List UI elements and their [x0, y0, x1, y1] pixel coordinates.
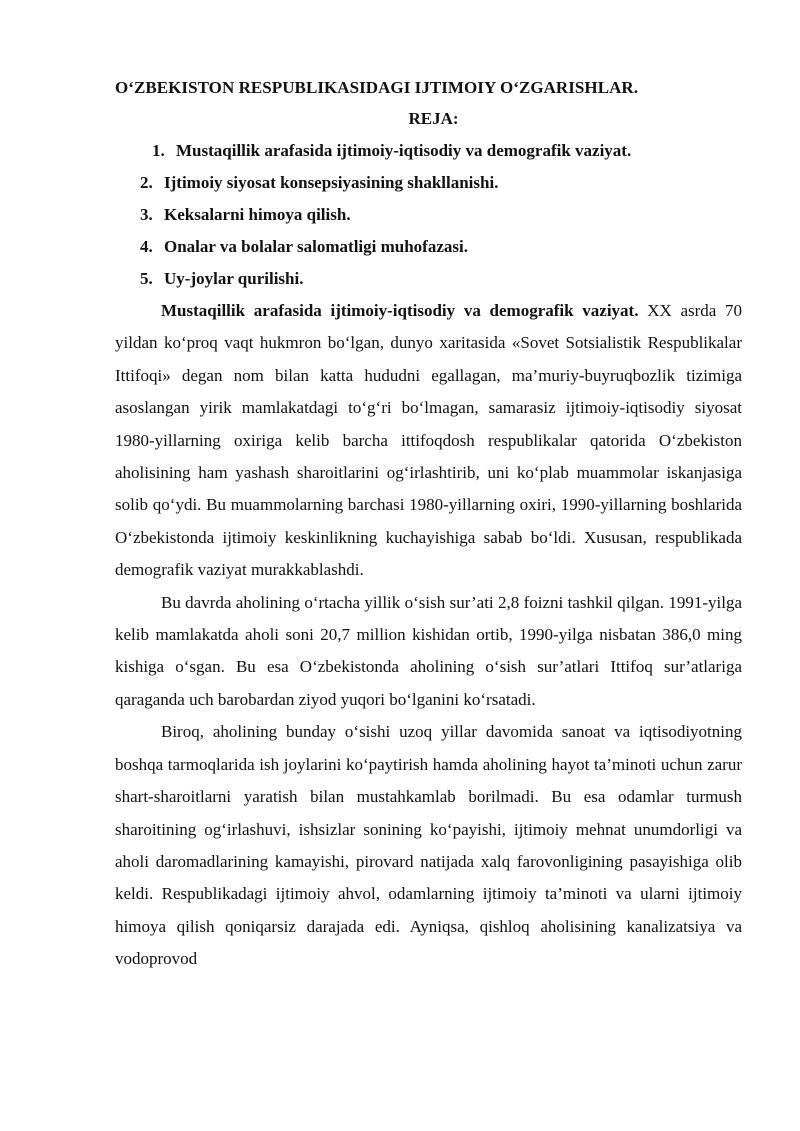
body-paragraph: Biroq, aholining bunday o‘sishi uzoq yillar davomida sanoat va iqtisodiyotning boshqa tarmoqlarida ish joylarini ko‘paytirish hamda aholining hayot ta’minoti uchun zarur shart-sharoitlarni yaratish bilan mustahkamlab borilmadi. Bu esa odamlar turmush sharoitining og‘irlashuvi, ishsizlar sonining ko‘payishi, ijtimoiy mehnat unumdorligi va aholi daromadlarining kamayishi, pirovard natijada xalq farovonligining pasayishiga olib keldi. Respublikadagi ijtimoiy ahvol, odamlarning ijtimoiy ta’minoti va ularni ijtimoiy himoya qilish qoniqarsiz darajada edi. Ayniqsa, qishloq aholisining kanalizatsiya va vodoprovod	[115, 722, 742, 969]
plan-item	[115, 231, 742, 263]
plan-item-text: Mustaqillik arafasida ijtimoiy-iqtisodiy va demografik vaziyat.	[176, 141, 632, 160]
document-page	[115, 74, 742, 976]
plan-item-text: Ijtimoiy siyosat konsepsiyasining shakllanishi.	[164, 173, 499, 192]
document-title: O‘ZBEKISTON RESPUBLIKASIDAGI IJTIMOIY O‘ZGARISHLAR.	[115, 78, 639, 97]
plan-item-number: 4.	[140, 237, 153, 256]
body-paragraph	[115, 295, 742, 587]
plan-item-number: 5.	[140, 269, 153, 288]
plan-item-number: 1.	[152, 141, 165, 160]
plan-item	[115, 135, 742, 167]
plan-heading: REJA:	[408, 109, 459, 128]
section-heading: Mustaqillik arafasida ijtimoiy-iqtisodiy va demografik vaziyat.	[161, 301, 639, 320]
plan-item	[115, 167, 742, 199]
plan-item-text: Keksalarni himoya qilish.	[164, 205, 351, 224]
body-paragraph: Bu davrda aholining o‘rtacha yillik o‘sish sur’ati 2,8 foizni tashkil qilgan. 1991-yilga kelib mamlakatda aholi soni 20,7 million kishidan ortib, 1990-yilga nisbatan 386,0 ming kishiga o‘sgan. Bu esa O‘zbekistonda aholining o‘sish sur’atlari Ittifoq sur’atlariga qaraganda uch barobardan ziyod yuqori bo‘lganini ko‘rsatadi.	[115, 592, 742, 709]
plan-item	[115, 199, 742, 231]
plan-item-text: Onalar va bolalar salomatligi muhofazasi.	[164, 237, 468, 256]
plan-list	[115, 135, 742, 295]
plan-item-number: 3.	[140, 205, 153, 224]
paragraph-text: XX asrda 70 yildan ko‘proq vaqt hukmron bo‘lgan, dunyo xaritasida «Sovet Sotsialistik Respublikalar Ittifoqi» degan nom bilan katta hududni egallagan, ma’muriy-buyruqbozlik tizimiga asoslangan yirik mamlakatdagi to‘g‘ri bo‘lmagan, samarasiz ijtimoiy-iqtisodiy siyosat 1980-yillarning oxiriga kelib barcha ittifoqdosh respublikalar qatorida O‘zbekiston aholisining ham yashash sharoitlarini og‘irlashtirib, uni ko‘plab muammolar iskanjasiga solib qo‘ydi. Bu muammolarning barchasi 1980-yillarning oxiri, 1990-yillarning boshlarida O‘zbekistonda ijtimoiy keskinlikning kuchayishiga sabab bo‘ldi. Xususan, respublikada demografik vaziyat murakkablashdi.	[115, 301, 743, 580]
plan-item-text: Uy-joylar qurilishi.	[164, 269, 304, 288]
plan-item	[115, 263, 742, 295]
plan-item-number: 2.	[140, 173, 153, 192]
